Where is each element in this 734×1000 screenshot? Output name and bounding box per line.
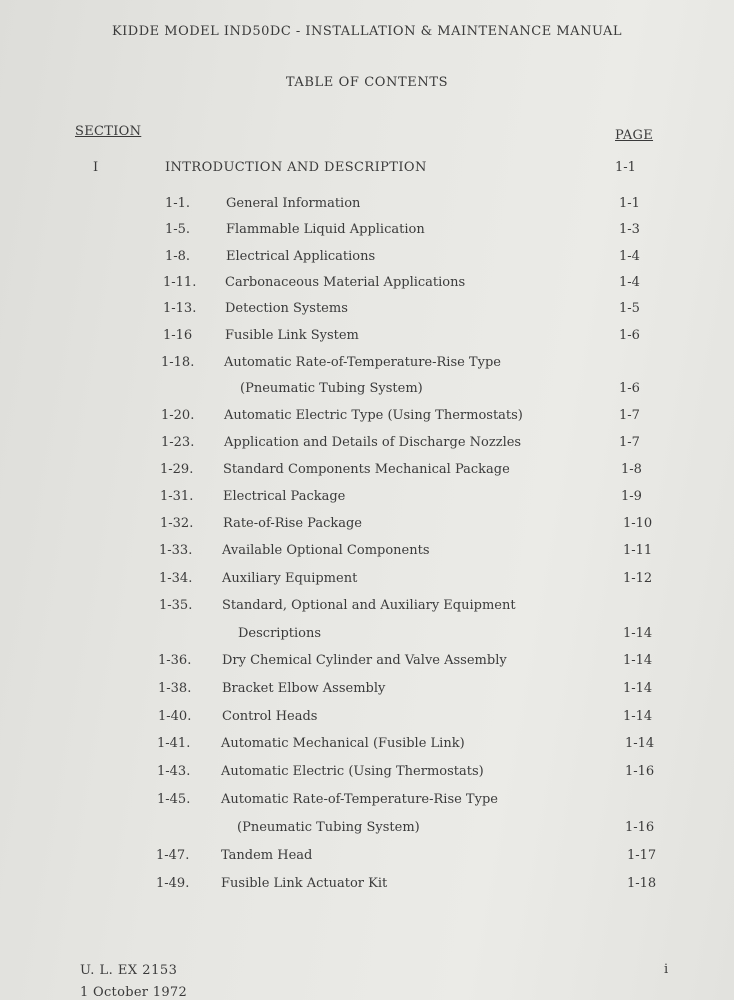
toc-entry-number: 1-38. <box>158 681 192 696</box>
toc-entry-title: Available Optional Components <box>222 543 430 558</box>
section-title: INTRODUCTION AND DESCRIPTION <box>165 160 427 175</box>
toc-entry-page: 1-3 <box>619 222 640 237</box>
toc-entry-title: Fusible Link Actuator Kit <box>221 876 388 891</box>
toc-entry-title: Control Heads <box>222 709 318 724</box>
toc-entry-page: 1-14 <box>623 681 653 696</box>
toc-entry-title-continued: Descriptions <box>238 626 322 641</box>
toc-entry-number: 1-1. <box>165 196 191 211</box>
toc-entry-title: General Information <box>226 196 361 211</box>
toc-entry-page: 1-14 <box>623 709 653 724</box>
toc-entry-title: Fusible Link System <box>225 328 359 343</box>
toc-entry-page: 1-7 <box>619 408 640 423</box>
toc-entry-number: 1-41. <box>157 736 191 751</box>
page-column-label: PAGE <box>615 128 654 143</box>
toc-entry-number: 1-5. <box>165 222 191 237</box>
toc-heading: TABLE OF CONTENTS <box>285 75 449 90</box>
toc-entry-number: 1-45. <box>157 792 191 807</box>
toc-entry-number: 1-35. <box>159 598 193 613</box>
toc-entry-page: 1-6 <box>619 381 640 396</box>
toc-entry-page: 1-9 <box>621 489 642 504</box>
toc-entry-title: Automatic Rate-of-Temperature-Rise Type <box>221 792 498 807</box>
toc-entry-number: 1-36. <box>158 653 192 668</box>
ul-number: U. L. EX 2153 <box>80 963 178 978</box>
toc-entry-page: 1-11 <box>623 543 653 558</box>
toc-entry-page: 1-17 <box>627 848 657 863</box>
toc-entry-page: 1-10 <box>623 516 653 531</box>
manual-title: KIDDE MODEL IND50DC - INSTALLATION & MAINTENANCE MANUAL <box>111 24 623 39</box>
toc-entry-number: 1-33. <box>159 543 193 558</box>
toc-entry-number: 1-43. <box>157 764 191 779</box>
toc-entry-page: 1-4 <box>619 249 640 264</box>
toc-entry-title: Bracket Elbow Assembly <box>222 681 386 696</box>
toc-entry-title: Standard Components Mechanical Package <box>223 462 510 477</box>
section-column-label: SECTION <box>75 124 142 139</box>
toc-entry-page: 1-8 <box>621 462 642 477</box>
toc-entry-number: 1-16 <box>163 328 193 343</box>
toc-entry-title: Application and Details of Discharge Nozzles <box>224 435 522 450</box>
toc-entry-page: 1-12 <box>623 571 653 586</box>
toc-entry-title: Carbonaceous Material Applications <box>225 275 466 290</box>
toc-entry-title: Auxiliary Equipment <box>222 571 358 586</box>
toc-entry-number: 1-8. <box>165 249 191 264</box>
toc-entry-page: 1-14 <box>623 626 653 641</box>
toc-entry-title: Dry Chemical Cylinder and Valve Assembly <box>222 653 507 668</box>
toc-entry-page: 1-18 <box>627 876 657 891</box>
toc-entry-page: 1-1 <box>619 196 640 211</box>
toc-entry-number: 1-18. <box>161 355 195 370</box>
toc-entry-title-continued: (Pneumatic Tubing System) <box>240 381 423 396</box>
toc-entry-number: 1-13. <box>163 301 197 316</box>
toc-entry-number: 1-31. <box>160 489 194 504</box>
toc-entry-number: 1-20. <box>161 408 195 423</box>
toc-entry-number: 1-47. <box>156 848 190 863</box>
toc-entry-title: Tandem Head <box>221 848 313 863</box>
toc-entry-number: 1-29. <box>160 462 194 477</box>
toc-entry-title: Automatic Mechanical (Fusible Link) <box>221 736 465 751</box>
toc-entry-page: 1-14 <box>625 736 655 751</box>
toc-entry-page: 1-5 <box>619 301 640 316</box>
toc-entry-page: 1-16 <box>625 764 655 779</box>
toc-entry-number: 1-34. <box>159 571 193 586</box>
toc-entry-title: Rate-of-Rise Package <box>223 516 362 531</box>
toc-entry-number: 1-11. <box>163 275 197 290</box>
toc-entry-title: Electrical Package <box>223 489 346 504</box>
toc-entry-title: Flammable Liquid Application <box>226 222 425 237</box>
section-page: 1-1 <box>615 160 636 175</box>
toc-entry-title: Standard, Optional and Auxiliary Equipment <box>222 598 516 613</box>
toc-entry-page: 1-4 <box>619 275 640 290</box>
toc-entry-title: Automatic Electric Type (Using Thermostats) <box>224 408 523 423</box>
section-number: I <box>93 160 99 175</box>
toc-entry-page: 1-16 <box>625 820 655 835</box>
toc-entry-number: 1-32. <box>160 516 194 531</box>
toc-entry-number: 1-49. <box>156 876 190 891</box>
toc-entry-title: Detection Systems <box>225 301 348 316</box>
toc-entry-number: 1-23. <box>161 435 195 450</box>
section-heading-row <box>0 160 734 180</box>
toc-entry-title: Electrical Applications <box>226 249 376 264</box>
toc-entry-title: Automatic Electric (Using Thermostats) <box>221 764 484 779</box>
toc-entry-title-continued: (Pneumatic Tubing System) <box>237 820 420 835</box>
page-number: i <box>664 962 669 977</box>
toc-entry-title: Automatic Rate-of-Temperature-Rise Type <box>224 355 501 370</box>
toc-entry-page: 1-6 <box>619 328 640 343</box>
toc-entry-number: 1-40. <box>158 709 192 724</box>
toc-entry-page: 1-14 <box>623 653 653 668</box>
publication-date: 1 October 1972 <box>80 985 188 1000</box>
toc-entry-page: 1-7 <box>619 435 640 450</box>
